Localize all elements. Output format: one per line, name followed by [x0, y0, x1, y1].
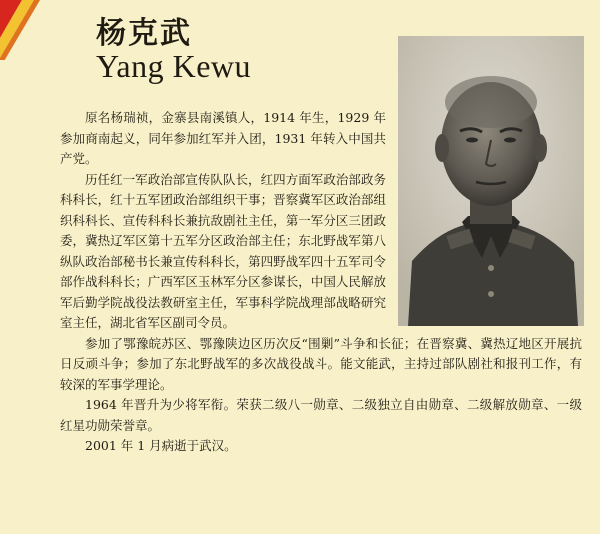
bio-paragraph-honors: 1964 年晋升为少将军衔。荣获二级八一勋章、二级独立自由勋章、二级解放勋章、一级红星功勋荣誉章。 — [60, 397, 582, 433]
bio-paragraph-campaigns: 参加了鄂豫皖苏区、鄂豫陕边区历次反“围剿”斗争和长征；在晋察冀、冀热辽地区开展抗日反顽斗争；参加了东北野战军的多次战役战斗。能文能武，主持过部队剧社和报刊工作，有较深的军事学理论。 — [60, 335, 582, 392]
biography-text — [60, 108, 582, 457]
bio-paragraph-death: 2001 年 1 月病逝于武汉。 — [85, 438, 237, 453]
corner-decoration — [0, 0, 60, 60]
person-name-english: Yang Kewu — [96, 48, 252, 84]
person-name-chinese: 杨克武 — [96, 16, 192, 51]
bio-paragraph-career: 历任红一军政治部宣传队队长，红四方面军政治部政务科科长，红十五军团政治部组织干事；晋察冀军区政治部组织科科长、宣传科科长兼抗敌剧社主任，第一军分区三团政委，冀热辽军区第十五军分区政治部主任；东北野战军第八纵队政治部秘书长兼宣传科科长，第四野战军四十五军司令部作战科科长；广西军区玉林军分区参谋长，中国人民解放军后勤学院战役法教研室主任，军事科学院战理部战略研究室主任，湖北省军区副司令员。 — [60, 171, 386, 330]
bio-paragraph-origin: 原名杨瑞祯，金寨县南溪镇人，1914 年生，1929 年参加商南起义，同年参加红军并入团，1931 年转入中国共产党。 — [60, 110, 386, 166]
